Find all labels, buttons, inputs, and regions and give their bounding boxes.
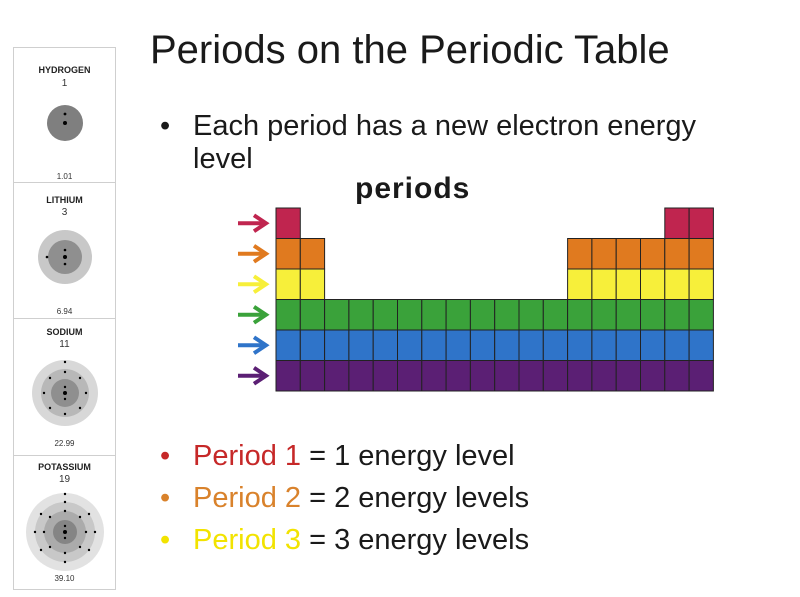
element-cell <box>300 269 324 300</box>
element-cell <box>276 239 300 270</box>
atomic-mass: 39.10 <box>54 574 75 583</box>
element-cell <box>568 239 592 270</box>
element-cell <box>446 361 470 392</box>
bohr-model-icon <box>25 492 105 572</box>
element-cell <box>519 300 543 331</box>
element-cell <box>325 330 349 361</box>
element-cell <box>665 208 689 239</box>
period-bullet-2 <box>160 482 529 515</box>
element-cell <box>519 361 543 392</box>
element-cell <box>616 300 640 331</box>
period-arrow-icon <box>238 246 266 262</box>
period-description: = 1 energy level <box>301 440 515 472</box>
element-cell <box>616 239 640 270</box>
bohr-model-icon <box>37 229 93 285</box>
element-cell <box>592 269 616 300</box>
element-cell <box>568 361 592 392</box>
element-cell <box>592 361 616 392</box>
element-cell <box>349 361 373 392</box>
period-arrow-icon <box>238 215 266 231</box>
element-cell <box>325 300 349 331</box>
element-cell <box>689 300 713 331</box>
atomic-mass: 1.01 <box>56 172 73 181</box>
periods-heading: periods <box>355 172 471 205</box>
element-cell <box>373 300 397 331</box>
intro-bullet-text: Each period has a new electron energy level <box>193 110 696 175</box>
element-cell <box>592 330 616 361</box>
period-arrow-icon <box>238 276 266 292</box>
element-cell <box>446 330 470 361</box>
periodic-table-diagram <box>236 200 726 398</box>
element-cell <box>665 300 689 331</box>
element-cell <box>689 269 713 300</box>
element-card-potassium <box>14 456 115 589</box>
bullet-dot: • <box>160 110 171 142</box>
element-card-sodium <box>14 319 115 456</box>
element-cell <box>495 361 519 392</box>
element-cell <box>665 361 689 392</box>
element-cell <box>592 239 616 270</box>
element-cell <box>276 208 300 239</box>
element-cell <box>470 330 494 361</box>
element-cell <box>689 208 713 239</box>
element-cell <box>495 330 519 361</box>
element-cell <box>689 361 713 392</box>
element-cell <box>276 269 300 300</box>
element-cell <box>398 361 422 392</box>
period-label: Period 3 <box>193 524 302 556</box>
element-cell <box>543 300 567 331</box>
period-arrow-icon <box>238 307 266 323</box>
bullet-dot: • <box>160 524 171 556</box>
element-cell <box>641 239 665 270</box>
element-cell <box>276 300 300 331</box>
element-name: SODIUM <box>46 327 83 337</box>
element-card-hydrogen <box>14 48 115 183</box>
element-cell <box>641 361 665 392</box>
element-card-lithium <box>14 183 115 319</box>
period-bullet-3 <box>160 524 529 557</box>
period-description: = 3 energy levels <box>301 524 530 556</box>
element-cell <box>373 361 397 392</box>
element-cell <box>616 361 640 392</box>
element-cell <box>519 330 543 361</box>
element-cell <box>568 300 592 331</box>
element-cards-strip <box>13 47 116 590</box>
element-cell <box>470 361 494 392</box>
element-cell <box>495 300 519 331</box>
atomic-number: 3 <box>61 207 68 218</box>
element-cell <box>398 300 422 331</box>
element-cell <box>276 330 300 361</box>
element-cell <box>398 330 422 361</box>
element-cell <box>665 239 689 270</box>
atomic-mass: 22.99 <box>54 439 75 448</box>
element-cell <box>422 300 446 331</box>
element-cell <box>641 269 665 300</box>
bohr-model-icon <box>31 359 99 427</box>
element-name: POTASSIUM <box>38 462 91 472</box>
element-cell <box>300 361 324 392</box>
element-cell <box>446 300 470 331</box>
element-cell <box>568 269 592 300</box>
element-cell <box>470 300 494 331</box>
period-description: = 2 energy levels <box>301 482 530 514</box>
element-name: LITHIUM <box>46 195 83 205</box>
element-name: HYDROGEN <box>38 65 91 75</box>
element-cell <box>300 300 324 331</box>
bohr-model-icon <box>45 103 85 143</box>
atomic-mass: 6.94 <box>56 307 73 316</box>
element-cell <box>349 300 373 331</box>
element-cell <box>616 269 640 300</box>
element-cell <box>689 330 713 361</box>
period-arrow-icon <box>238 368 266 384</box>
period-label: Period 2 <box>193 482 302 514</box>
element-cell <box>325 361 349 392</box>
element-cell <box>300 330 324 361</box>
element-cell <box>349 330 373 361</box>
element-cell <box>543 361 567 392</box>
element-cell <box>543 330 567 361</box>
element-cell <box>665 269 689 300</box>
atomic-number: 1 <box>61 78 68 89</box>
element-cell <box>300 239 324 270</box>
period-bullet-1 <box>160 440 515 473</box>
element-cell <box>616 330 640 361</box>
element-cell <box>592 300 616 331</box>
slide-title: Periods on the Periodic Table <box>150 28 670 72</box>
period-label: Period 1 <box>193 440 302 472</box>
atomic-number: 19 <box>58 474 71 485</box>
period-arrow-icon <box>238 337 266 353</box>
element-cell <box>568 330 592 361</box>
bullet-dot: • <box>160 482 171 514</box>
element-cell <box>665 330 689 361</box>
element-cell <box>641 300 665 331</box>
element-cell <box>276 361 300 392</box>
element-cell <box>422 330 446 361</box>
element-cell <box>373 330 397 361</box>
element-cell <box>689 239 713 270</box>
atomic-number: 11 <box>59 339 70 350</box>
element-cell <box>641 330 665 361</box>
bullet-dot: • <box>160 440 171 472</box>
element-cell <box>422 361 446 392</box>
